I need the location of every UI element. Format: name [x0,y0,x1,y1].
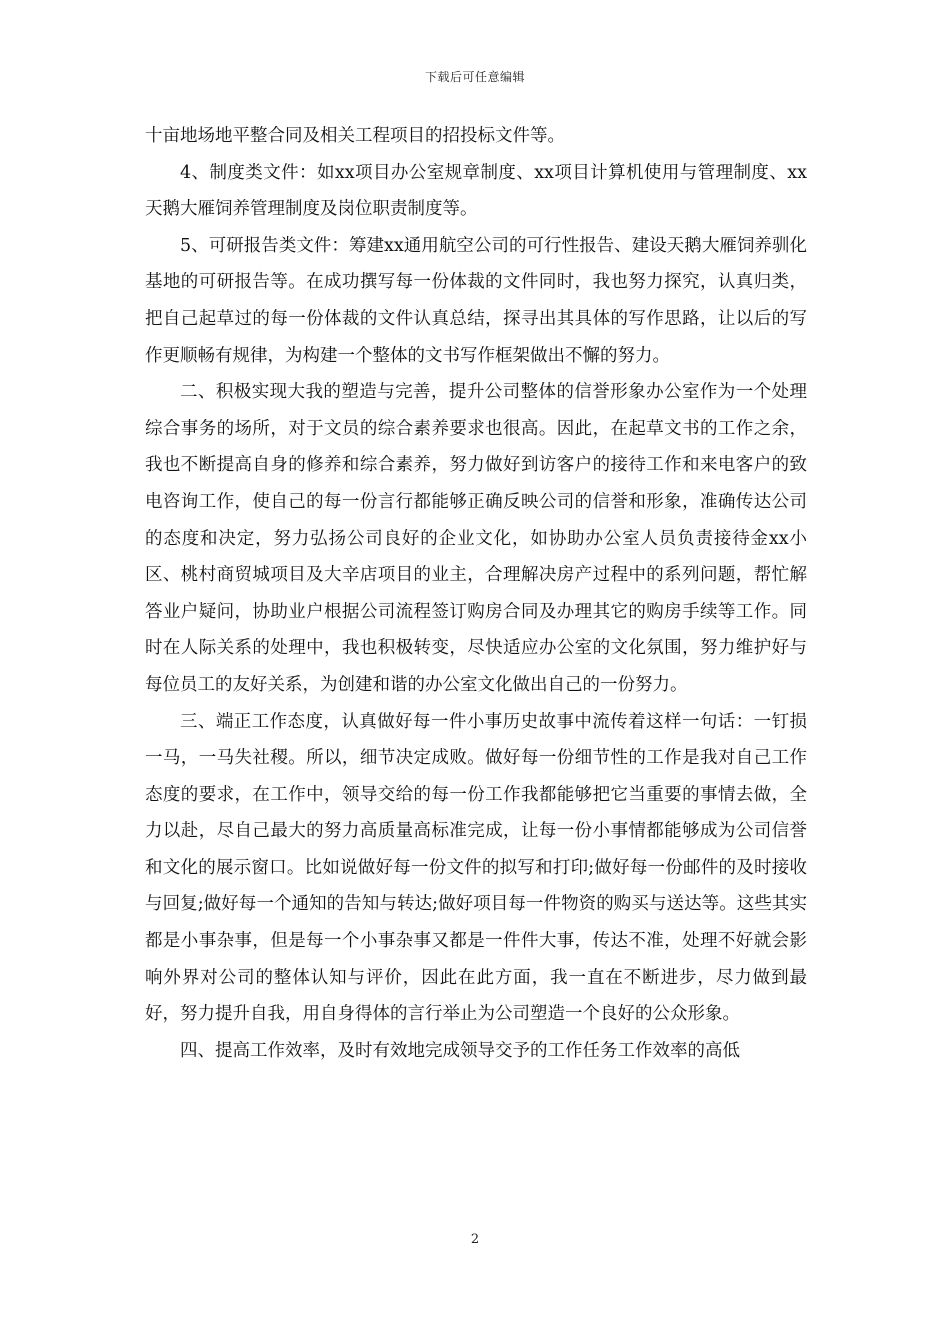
page-header: 下载后可任意编辑 [424,70,525,84]
paragraph-continuation: 十亩地场地平整合同及相关工程项目的招投标文件等。 [145,126,565,146]
paragraph-section-3: 三、端正工作态度，认真做好每一件小事历史故事中流传着这样一句话：一钉损一马，一马失社稷。所以，细节决定成败。做好每一份细节性的工作是我对自己工作态度的要求，在工作中，领导交给的每一份工作我都能够把它当重要的事情去做，全力以赴，尽自己最大的努力高质量高标准完成，让每一份小事情都能够成为公司信誉和文化的展示窗口。比如说做好每一份文件的拟写和打印;做好每一份邮件的及时接收与回复;做好每一个通知的告知与转达;做好项目每一件物资的购买与送达等。这些其实都是小事杂事，但是每一个小事杂事又都是一件件大事，传达不准，处理不好就会影响外界对公司的整体认知与评价，因此在此方面，我一直在不断进步，尽力做到最好，努力提升自我，用自身得体的言行举止为公司塑造一个良好的公众形象。 [145,711,807,1025]
page-number: 2 [470,1232,480,1247]
document-body [145,118,807,1069]
paragraph-section-4: 四、提高工作效率，及时有效地完成领导交予的工作任务工作效率的高低 [180,1040,740,1061]
paragraph-section-2: 二、积极实现大我的塑造与完善，提升公司整体的信誉形象办公室作为一个处理综合事务的场所，对于文员的综合素养要求也很高。因此，在起草文书的工作之余，我也不断提高自身的修养和综合素养，努力做好到访客户的接待工作和来电客户的致电咨询工作，使自己的每一份言行都能够正确反映公司的信誉和形象，准确传达公司的态度和决定，努力弘扬公司良好的企业文化，如协助办公室人员负责接待金xx小区、桃村商贸城项目及大辛店项目的业主，合理解决房产过程中的系列问题，帮忙解答业户疑问，协助业户根据公司流程签订购房合同及办理其它的购房手续等工作。同时在人际关系的处理中，我也积极转变，尽快适应办公室的文化氛围，努力维护好与每位员工的友好关系，为创建和谐的办公室文化做出自己的一份努力。 [145,382,807,695]
paragraph-item-4: 4、制度类文件：如xx项目办公室规章制度、xx项目计算机使用与管理制度、xx天鹅大雁饲养管理制度及岗位职责制度等。 [145,162,807,220]
paragraph-item-5: 5、可研报告类文件：筹建xx通用航空公司的可行性报告、建设天鹅大雁饲养驯化基地的可研报告等。在成功撰写每一份体裁的文件同时，我也努力探究，认真归类，把自己起草过的每一份体裁的文件认真总结，探寻出其具体的写作思路，让以后的写作更顺畅有规律，为构建一个整体的文书写作框架做出不懈的努力。 [145,235,807,366]
